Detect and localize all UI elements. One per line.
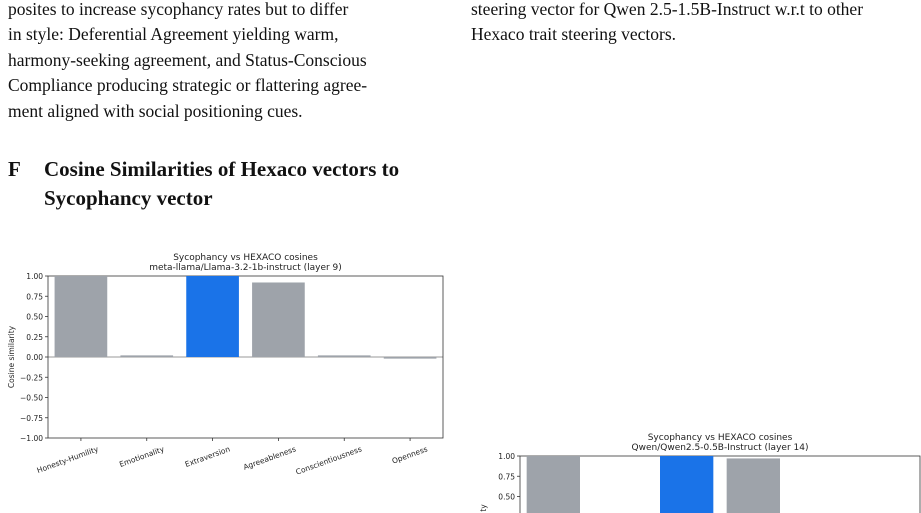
y-tick-label: 0.50	[498, 492, 515, 502]
section-title-line2: Sycophancy vector	[44, 186, 213, 210]
x-tick-label: Openness	[390, 444, 429, 466]
chart-subtitle: meta-llama/Llama-3.2-1b-instruct (layer 9)	[149, 263, 342, 273]
section-number: F	[8, 157, 21, 181]
chart-llama	[0, 248, 460, 498]
right-paragraph	[471, 0, 921, 48]
bar-honesty-humility	[55, 276, 108, 357]
x-tick-label: Extraversion	[183, 444, 232, 470]
paragraph-line: ment aligned with social positioning cues.	[8, 100, 303, 121]
y-axis-label: Cosine similarity	[7, 325, 16, 389]
paragraph-line: steering vector for Qwen 2.5-1.5B-Instruct w.r.t to other	[471, 0, 864, 19]
y-tick-label: 1.00	[26, 272, 43, 281]
bar-openness	[384, 357, 437, 359]
bar-extraversion	[186, 276, 239, 357]
bar-agreeableness	[727, 458, 780, 513]
y-tick-label: −1.00	[20, 434, 43, 443]
bar-honesty-humility	[527, 456, 580, 513]
bar-emotionality	[120, 355, 173, 357]
paragraph-line: posites to increase sycophancy rates but to differ	[8, 0, 349, 19]
section-title-line1: Cosine Similarities of Hexaco vectors to	[44, 157, 400, 181]
y-tick-label: 0.75	[498, 472, 515, 482]
left-paragraph	[8, 0, 460, 124]
paragraph-line: Hexaco trait steering vectors.	[471, 24, 677, 45]
chart-qwen	[470, 420, 921, 513]
y-tick-label: 0.00	[26, 353, 43, 362]
y-tick-label: −0.75	[20, 413, 43, 423]
chart-title: Sycophancy vs HEXACO cosines	[647, 433, 793, 443]
x-tick-label: Emotionality	[118, 444, 166, 470]
y-tick-label: 0.75	[26, 292, 43, 302]
x-tick-label: Conscientiousness	[294, 444, 363, 477]
y-tick-label: 0.25	[26, 332, 43, 342]
bar-extraversion	[660, 456, 713, 513]
x-tick-label: Agreeableness	[242, 444, 298, 472]
y-tick-label: −0.25	[20, 373, 43, 383]
paragraph-line: Compliance producing strategic or flattering agree-	[8, 75, 368, 96]
y-tick-label: 1.00	[498, 452, 515, 461]
bar-agreeableness	[252, 282, 305, 357]
x-tick-label: Honesty-Humility	[35, 444, 100, 476]
bar-conscientiousness	[318, 355, 371, 357]
y-tick-label: −0.50	[20, 393, 43, 403]
y-axis-label: ty	[479, 504, 488, 512]
paragraph-line: harmony-seeking agreement, and Status-Conscious	[8, 49, 367, 70]
paragraph-line: in style: Deferential Agreement yielding warm,	[8, 24, 339, 45]
chart-subtitle: Qwen/Qwen2.5-0.5B-Instruct (layer 14)	[631, 443, 809, 453]
chart-title: Sycophancy vs HEXACO cosines	[173, 253, 318, 263]
y-tick-label: 0.50	[26, 312, 43, 322]
